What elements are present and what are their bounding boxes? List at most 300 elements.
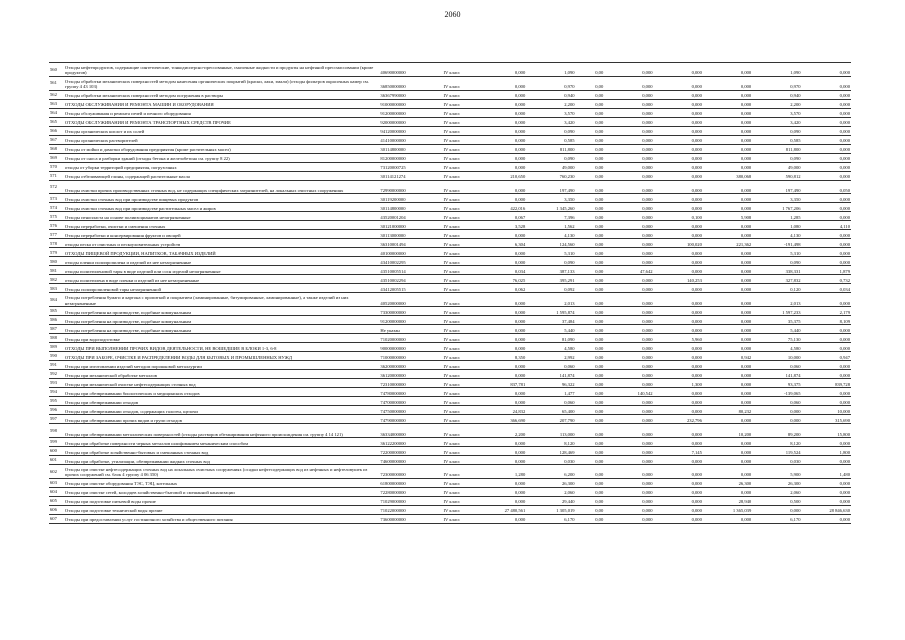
hazard-class: IV класс bbox=[443, 117, 477, 126]
table-row bbox=[49, 325, 851, 334]
hazard-class: IV класс bbox=[443, 248, 477, 257]
value-cell: 0,090 bbox=[526, 257, 575, 266]
value-cell: 0,00 bbox=[576, 284, 605, 293]
waste-code: 92000000000 bbox=[379, 117, 442, 126]
value-cell: 0,000 bbox=[477, 180, 526, 194]
value-cell: 0,090 bbox=[526, 126, 575, 135]
value-cell: 5,440 bbox=[752, 325, 801, 334]
row-number: 560 bbox=[49, 63, 64, 77]
value-cell: 141,874 bbox=[526, 370, 575, 379]
value-cell: 760,230 bbox=[526, 171, 575, 180]
waste-code: 74790000000 bbox=[379, 415, 442, 424]
hazard-class: IV класс bbox=[443, 135, 477, 144]
value-cell: 0,000 bbox=[654, 117, 703, 126]
value-cell: 26,300 bbox=[752, 478, 801, 487]
table-row bbox=[49, 397, 851, 406]
row-number: 600 bbox=[49, 446, 64, 455]
value-cell: 197,490 bbox=[526, 180, 575, 194]
value-cell: 10,200 bbox=[703, 424, 752, 438]
value-cell: 0,000 bbox=[604, 257, 653, 266]
waste-name: Отходы при очистке сетей, колодцев хозяйственно-бытовой и смешанной канализации bbox=[64, 487, 380, 496]
value-cell: 0,000 bbox=[802, 325, 851, 334]
table-row bbox=[49, 117, 851, 126]
value-cell: 0,00 bbox=[576, 135, 605, 144]
value-cell: 221,362 bbox=[703, 239, 752, 248]
value-cell: 0,000 bbox=[477, 446, 526, 455]
table-row bbox=[49, 379, 851, 388]
waste-code: 40100000000 bbox=[379, 248, 442, 257]
waste-name: Отходы от мойки и дамотки оборудования предприятия (кроме растительных масел) bbox=[64, 144, 380, 153]
value-cell: 0,732 bbox=[802, 275, 851, 284]
hazard-class: IV класс bbox=[443, 99, 477, 108]
waste-code: 90000000000 bbox=[379, 343, 442, 352]
value-cell: 0,00 bbox=[576, 90, 605, 99]
value-cell: 0,000 bbox=[752, 406, 801, 415]
waste-code: 43410002295 bbox=[379, 257, 442, 266]
value-cell: 0,000 bbox=[604, 293, 653, 307]
table-row bbox=[49, 415, 851, 424]
value-cell: 0,000 bbox=[654, 397, 703, 406]
value-cell: 3,350 bbox=[526, 194, 575, 203]
waste-name: Отходы при изготовлении изделий методом порошковой металлургии bbox=[64, 361, 380, 370]
value-cell: 0,00 bbox=[576, 153, 605, 162]
waste-name: ОТХОДЫ ОБСЛУЖИВАНИЯ И РЕМОНТА МАШИН И ОБОРУДОВАНИЯ bbox=[64, 99, 380, 108]
table-row bbox=[49, 293, 851, 307]
value-cell: 0,000 bbox=[654, 108, 703, 117]
value-cell: 5,900 bbox=[752, 464, 801, 478]
waste-name: отходы пленки полипропилена и изделий из нее незагрязненные bbox=[64, 257, 380, 266]
value-cell: -139,065 bbox=[752, 388, 801, 397]
value-cell: 837,781 bbox=[477, 379, 526, 388]
waste-name: Отходы потребления на производстве, подобные коммунальным bbox=[64, 316, 380, 325]
value-cell: 0,000 bbox=[703, 514, 752, 523]
waste-name: Отходы при обезвреживании прочих видов и групп отходов bbox=[64, 415, 380, 424]
hazard-class: IV класс bbox=[443, 505, 477, 514]
value-cell: 0,00 bbox=[576, 212, 605, 221]
value-cell: 0,000 bbox=[604, 478, 653, 487]
hazard-class: IV класс bbox=[443, 464, 477, 478]
value-cell: 28 846,630 bbox=[802, 505, 851, 514]
value-cell: 0,060 bbox=[526, 361, 575, 370]
value-cell: 1 767,206 bbox=[752, 203, 801, 212]
hazard-class: IV класс bbox=[443, 478, 477, 487]
row-number: 601 bbox=[49, 455, 64, 464]
value-cell: 0,000 bbox=[802, 203, 851, 212]
hazard-class: IV класс bbox=[443, 275, 477, 284]
value-cell: 4,110 bbox=[802, 221, 851, 230]
value-cell: 0,000 bbox=[604, 180, 653, 194]
hazard-class: IV класс bbox=[443, 397, 477, 406]
value-cell: 0,000 bbox=[604, 117, 653, 126]
value-cell: 0,000 bbox=[654, 496, 703, 505]
value-cell: 1 595,874 bbox=[526, 307, 575, 316]
value-cell: 0,000 bbox=[604, 194, 653, 203]
value-cell: 0,00 bbox=[576, 406, 605, 415]
value-cell: 590,812 bbox=[752, 171, 801, 180]
value-cell: 0,00 bbox=[576, 108, 605, 117]
value-cell: 0,00 bbox=[576, 496, 605, 505]
value-cell: 0,000 bbox=[802, 194, 851, 203]
waste-name: Отходы потребления бумаги и картона с пропиткой и покрытием (ламинированные, битумированные, ламинированные), а также изделий из них незагрязненные bbox=[64, 293, 380, 307]
value-cell: 0,00 bbox=[576, 239, 605, 248]
value-cell: 0,000 bbox=[654, 505, 703, 514]
value-cell: 0,062 bbox=[477, 284, 526, 293]
hazard-class: IV класс bbox=[443, 293, 477, 307]
value-cell: 0,000 bbox=[703, 76, 752, 90]
waste-name: ОТХОДЫ ПИЩЕВОЙ ПРОДУКЦИИ, НАПИТКОВ, ТАБАЧНЫХ ИЗДЕЛИЙ bbox=[64, 248, 380, 257]
value-cell: 0,000 bbox=[654, 361, 703, 370]
row-number: 599 bbox=[49, 437, 64, 446]
value-cell: 0,000 bbox=[477, 397, 526, 406]
row-number: 591 bbox=[49, 361, 64, 370]
waste-code: 74780000000 bbox=[379, 388, 442, 397]
table-row bbox=[49, 63, 851, 77]
value-cell: 0,000 bbox=[802, 126, 851, 135]
waste-code: 91000000000 bbox=[379, 99, 442, 108]
value-cell: 366,690 bbox=[477, 415, 526, 424]
table-row bbox=[49, 424, 851, 438]
value-cell: 2,179 bbox=[802, 307, 851, 316]
value-cell: 0,000 bbox=[604, 352, 653, 361]
value-cell: 0,000 bbox=[802, 388, 851, 397]
value-cell: 0,000 bbox=[703, 361, 752, 370]
table-row bbox=[49, 514, 851, 523]
value-cell: 0,100 bbox=[654, 212, 703, 221]
value-cell: 0,00 bbox=[576, 379, 605, 388]
value-cell: 1,280 bbox=[477, 464, 526, 478]
value-cell: 0,500 bbox=[752, 496, 801, 505]
table-row bbox=[49, 153, 851, 162]
hazard-class: IV класс bbox=[443, 162, 477, 171]
value-cell: 0,00 bbox=[576, 343, 605, 352]
table-row bbox=[49, 108, 851, 117]
waste-name: Отходы очистки прочих производственных сточных вод, не содержащих специфических загрязнителей, на локальных очистных сооружениях bbox=[64, 180, 380, 194]
value-cell: 0,000 bbox=[604, 90, 653, 99]
value-cell: 0,000 bbox=[477, 455, 526, 464]
value-cell: 0,050 bbox=[802, 180, 851, 194]
waste-code: 30119200000 bbox=[379, 194, 442, 203]
value-cell: 0,00 bbox=[576, 361, 605, 370]
table-row bbox=[49, 361, 851, 370]
value-cell: 0,000 bbox=[604, 275, 653, 284]
value-cell: 0,000 bbox=[802, 63, 851, 77]
value-cell: 0,585 bbox=[526, 135, 575, 144]
value-cell: 0,00 bbox=[576, 397, 605, 406]
waste-code: 36200000000 bbox=[379, 361, 442, 370]
row-number: 583 bbox=[49, 284, 64, 293]
value-cell: 0,000 bbox=[604, 334, 653, 343]
row-number: 564 bbox=[49, 108, 64, 117]
waste-code: 73300000000 bbox=[379, 307, 442, 316]
hazard-class: IV класс bbox=[443, 108, 477, 117]
hazard-class: IV класс bbox=[443, 63, 477, 77]
hazard-class: IV класс bbox=[443, 257, 477, 266]
waste-name: Отходы при обработке поверхности черных металлов шлифованием механическим способом bbox=[64, 437, 380, 446]
value-cell: 0,000 bbox=[604, 221, 653, 230]
row-number: 586 bbox=[49, 316, 64, 325]
hazard-class: IV класс bbox=[443, 415, 477, 424]
row-number: 602 bbox=[49, 464, 64, 478]
value-cell: 26,300 bbox=[703, 478, 752, 487]
value-cell: 7,396 bbox=[526, 212, 575, 221]
row-number: 566 bbox=[49, 126, 64, 135]
table-row bbox=[49, 212, 851, 221]
value-cell: 0,000 bbox=[654, 424, 703, 438]
value-cell: 0,030 bbox=[752, 455, 801, 464]
waste-code: 30121000000 bbox=[379, 221, 442, 230]
waste-name: Отходы переработки и консервирования фруктов и овощей bbox=[64, 230, 380, 239]
table-row bbox=[49, 171, 851, 180]
hazard-class: IV класс bbox=[443, 325, 477, 334]
value-cell: 0,000 bbox=[703, 487, 752, 496]
value-cell: 0,00 bbox=[576, 478, 605, 487]
value-cell: 5,960 bbox=[654, 334, 703, 343]
value-cell: 0,00 bbox=[576, 126, 605, 135]
value-cell: 1,090 bbox=[752, 63, 801, 77]
table-row bbox=[49, 316, 851, 325]
value-cell: 0,000 bbox=[703, 266, 752, 275]
value-cell: 8,350 bbox=[477, 352, 526, 361]
value-cell: 0,000 bbox=[703, 144, 752, 153]
value-cell: 0,000 bbox=[604, 370, 653, 379]
waste-name: Отходы при очистке оборудования ТЭС, ТЭЦ, котельных bbox=[64, 478, 380, 487]
waste-name: Отходы при обработке хозяйственно-бытовых и смешанных сточных вод bbox=[64, 446, 380, 455]
value-cell: 0,000 bbox=[802, 90, 851, 99]
table-row bbox=[49, 76, 851, 90]
value-cell: 0,000 bbox=[654, 99, 703, 108]
value-cell: 0,000 bbox=[654, 144, 703, 153]
waste-name: Отходы при механической очистке нефтесодержащих сточных вод bbox=[64, 379, 380, 388]
value-cell: 0,000 bbox=[654, 126, 703, 135]
value-cell: 0,000 bbox=[802, 487, 851, 496]
value-cell: 0,000 bbox=[802, 343, 851, 352]
value-cell: 0,00 bbox=[576, 370, 605, 379]
waste-code: 61800000000 bbox=[379, 478, 442, 487]
value-cell: 0,000 bbox=[703, 230, 752, 239]
value-cell: 0,000 bbox=[703, 99, 752, 108]
table-row bbox=[49, 135, 851, 144]
value-cell: 0,000 bbox=[802, 108, 851, 117]
value-cell: 0,942 bbox=[703, 352, 752, 361]
row-number: 580 bbox=[49, 257, 64, 266]
value-cell: 0,000 bbox=[703, 293, 752, 307]
value-cell: 0,000 bbox=[477, 307, 526, 316]
hazard-class: IV класс bbox=[443, 388, 477, 397]
value-cell: 1 597,233 bbox=[752, 307, 801, 316]
hazard-class: IV класс bbox=[443, 316, 477, 325]
value-cell: 1,879 bbox=[802, 266, 851, 275]
value-cell: 47,642 bbox=[604, 266, 653, 275]
value-cell: 0,000 bbox=[477, 388, 526, 397]
value-cell: 0,030 bbox=[526, 455, 575, 464]
value-cell: 0,000 bbox=[477, 343, 526, 352]
value-cell: 15,800 bbox=[802, 424, 851, 438]
value-cell: 0,090 bbox=[752, 257, 801, 266]
waste-code: 30114800000 bbox=[379, 203, 442, 212]
value-cell: 0,060 bbox=[752, 397, 801, 406]
value-cell: 0,00 bbox=[576, 505, 605, 514]
table-row bbox=[49, 388, 851, 397]
row-number: 588 bbox=[49, 334, 64, 343]
value-cell: 0,090 bbox=[752, 153, 801, 162]
value-cell: 1 305,019 bbox=[526, 505, 575, 514]
waste-code: 73120000725 bbox=[379, 162, 442, 171]
value-cell: 0,00 bbox=[576, 388, 605, 397]
value-cell: 0,000 bbox=[703, 257, 752, 266]
table-row bbox=[49, 464, 851, 478]
waste-code: 74750000000 bbox=[379, 406, 442, 415]
value-cell: 0,000 bbox=[477, 126, 526, 135]
waste-code: 72200000000 bbox=[379, 446, 442, 455]
value-cell: 0,000 bbox=[654, 464, 703, 478]
waste-table-body bbox=[49, 63, 851, 524]
value-cell: 0,000 bbox=[604, 212, 653, 221]
row-number: 561 bbox=[49, 76, 64, 90]
value-cell: 113,000 bbox=[526, 424, 575, 438]
table-row bbox=[49, 180, 851, 194]
waste-name: Отходы при обезвреживании биологических и медицинских отходов bbox=[64, 388, 380, 397]
waste-code: 91200000000 bbox=[379, 316, 442, 325]
table-row bbox=[49, 248, 851, 257]
value-cell: 0,000 bbox=[604, 424, 653, 438]
value-cell: 1 365,039 bbox=[703, 505, 752, 514]
waste-table-sheet bbox=[49, 62, 851, 524]
value-cell: 0,970 bbox=[752, 76, 801, 90]
value-cell: 3,350 bbox=[752, 194, 801, 203]
waste-name: Отходы переработки, очистки и смешения сточных bbox=[64, 221, 380, 230]
table-row bbox=[49, 406, 851, 415]
row-number: 589 bbox=[49, 343, 64, 352]
waste-name: отходы полиэтилена в виде пленки и изделий из нее незагрязненные bbox=[64, 275, 380, 284]
value-cell: 0,060 bbox=[752, 361, 801, 370]
value-cell: 0,000 bbox=[802, 230, 851, 239]
waste-code: 40690000000 bbox=[379, 63, 442, 77]
waste-name: Отходы нефтепродуктов, содержащие синтетические, тонкодисперсно-прессованные, смазочные жидкости и продукты на нефтяной прессмассовании (кроме продуктов) bbox=[64, 63, 380, 77]
value-cell: 4,580 bbox=[752, 343, 801, 352]
row-number: 579 bbox=[49, 248, 64, 257]
value-cell: 100,020 bbox=[654, 239, 703, 248]
value-cell: 6,170 bbox=[526, 514, 575, 523]
value-cell: 2,200 bbox=[752, 99, 801, 108]
table-row bbox=[49, 275, 851, 284]
row-number: 585 bbox=[49, 307, 64, 316]
hazard-class: IV класс bbox=[443, 514, 477, 523]
value-cell: 0,000 bbox=[477, 76, 526, 90]
value-cell: 0,000 bbox=[654, 437, 703, 446]
hazard-class: IV класс bbox=[443, 239, 477, 248]
value-cell: 0,000 bbox=[477, 144, 526, 153]
value-cell: 0,00 bbox=[576, 171, 605, 180]
value-cell: 0,000 bbox=[703, 437, 752, 446]
value-cell: 0,000 bbox=[802, 514, 851, 523]
value-cell: 0,000 bbox=[654, 76, 703, 90]
row-number: 607 bbox=[49, 514, 64, 523]
row-number: 604 bbox=[49, 487, 64, 496]
value-cell: 0,000 bbox=[802, 76, 851, 90]
value-cell: 0,000 bbox=[654, 266, 703, 275]
value-cell: 0,000 bbox=[703, 284, 752, 293]
value-cell: 0,000 bbox=[654, 257, 703, 266]
hazard-class: IV класс bbox=[443, 370, 477, 379]
value-cell: 207,790 bbox=[526, 415, 575, 424]
value-cell: 0,000 bbox=[802, 117, 851, 126]
value-cell: 7,145 bbox=[654, 446, 703, 455]
value-cell: 0,00 bbox=[576, 117, 605, 126]
waste-name: Отходы очистки сточных вод при производстве растительных масел и жиров bbox=[64, 203, 380, 212]
waste-name: Отходы при обезвреживании отходов bbox=[64, 397, 380, 406]
waste-name: отходы от уборки территорий предприятия, погрузочных bbox=[64, 162, 380, 171]
value-cell: 0,000 bbox=[604, 455, 653, 464]
value-cell: 395,291 bbox=[526, 275, 575, 284]
value-cell: 0,000 bbox=[802, 361, 851, 370]
value-cell: 0,585 bbox=[752, 135, 801, 144]
table-row bbox=[49, 162, 851, 171]
row-number: 565 bbox=[49, 117, 64, 126]
value-cell: 5,440 bbox=[526, 325, 575, 334]
value-cell: 0,000 bbox=[703, 162, 752, 171]
value-cell: 0,000 bbox=[477, 478, 526, 487]
value-cell: 0,00 bbox=[576, 180, 605, 194]
value-cell: 0,000 bbox=[802, 370, 851, 379]
value-cell: 0,00 bbox=[576, 415, 605, 424]
value-cell: 0,00 bbox=[576, 424, 605, 438]
value-cell: 0,000 bbox=[703, 415, 752, 424]
value-cell: 0,000 bbox=[604, 514, 653, 523]
row-number: 578 bbox=[49, 239, 64, 248]
value-cell: 1,800 bbox=[802, 446, 851, 455]
waste-code: 72310000000 bbox=[379, 379, 442, 388]
table-row bbox=[49, 284, 851, 293]
value-cell: 0,000 bbox=[477, 153, 526, 162]
value-cell: 8,120 bbox=[752, 437, 801, 446]
waste-code: 36850000000 bbox=[379, 76, 442, 90]
value-cell: 0,090 bbox=[752, 126, 801, 135]
value-cell: 0,000 bbox=[477, 230, 526, 239]
value-cell: 0,000 bbox=[604, 487, 653, 496]
value-cell: 0,000 bbox=[802, 248, 851, 257]
value-cell: 0,000 bbox=[802, 257, 851, 266]
value-cell: 0,000 bbox=[477, 325, 526, 334]
value-cell: 0,000 bbox=[802, 455, 851, 464]
value-cell: 0,000 bbox=[477, 496, 526, 505]
row-number: 595 bbox=[49, 397, 64, 406]
value-cell: 0,000 bbox=[703, 388, 752, 397]
value-cell: 0,000 bbox=[604, 397, 653, 406]
value-cell: 1,480 bbox=[802, 464, 851, 478]
value-cell: 0,00 bbox=[576, 230, 605, 239]
value-cell: 811,800 bbox=[752, 144, 801, 153]
value-cell: 2,013 bbox=[526, 293, 575, 307]
value-cell: 0,00 bbox=[576, 162, 605, 171]
waste-name: Отходы очистки сточных вод при производстве пищевых продуктов bbox=[64, 194, 380, 203]
waste-code: 94120000000 bbox=[379, 126, 442, 135]
waste-code: 74700000000 bbox=[379, 397, 442, 406]
value-cell: 124,560 bbox=[526, 239, 575, 248]
value-cell: 3,528 bbox=[477, 221, 526, 230]
value-cell: 5,310 bbox=[752, 248, 801, 257]
value-cell: 0,00 bbox=[576, 266, 605, 275]
value-cell: 0,000 bbox=[703, 135, 752, 144]
value-cell: 28,940 bbox=[703, 496, 752, 505]
value-cell: 0,00 bbox=[576, 293, 605, 307]
hazard-class: IV класс bbox=[443, 126, 477, 135]
value-cell: 0,000 bbox=[802, 144, 851, 153]
waste-code: 30113000000 bbox=[379, 230, 442, 239]
waste-code: 36367990000 bbox=[379, 90, 442, 99]
row-number: 592 bbox=[49, 370, 64, 379]
value-cell: 6,200 bbox=[526, 464, 575, 478]
value-cell: 0,000 bbox=[703, 334, 752, 343]
